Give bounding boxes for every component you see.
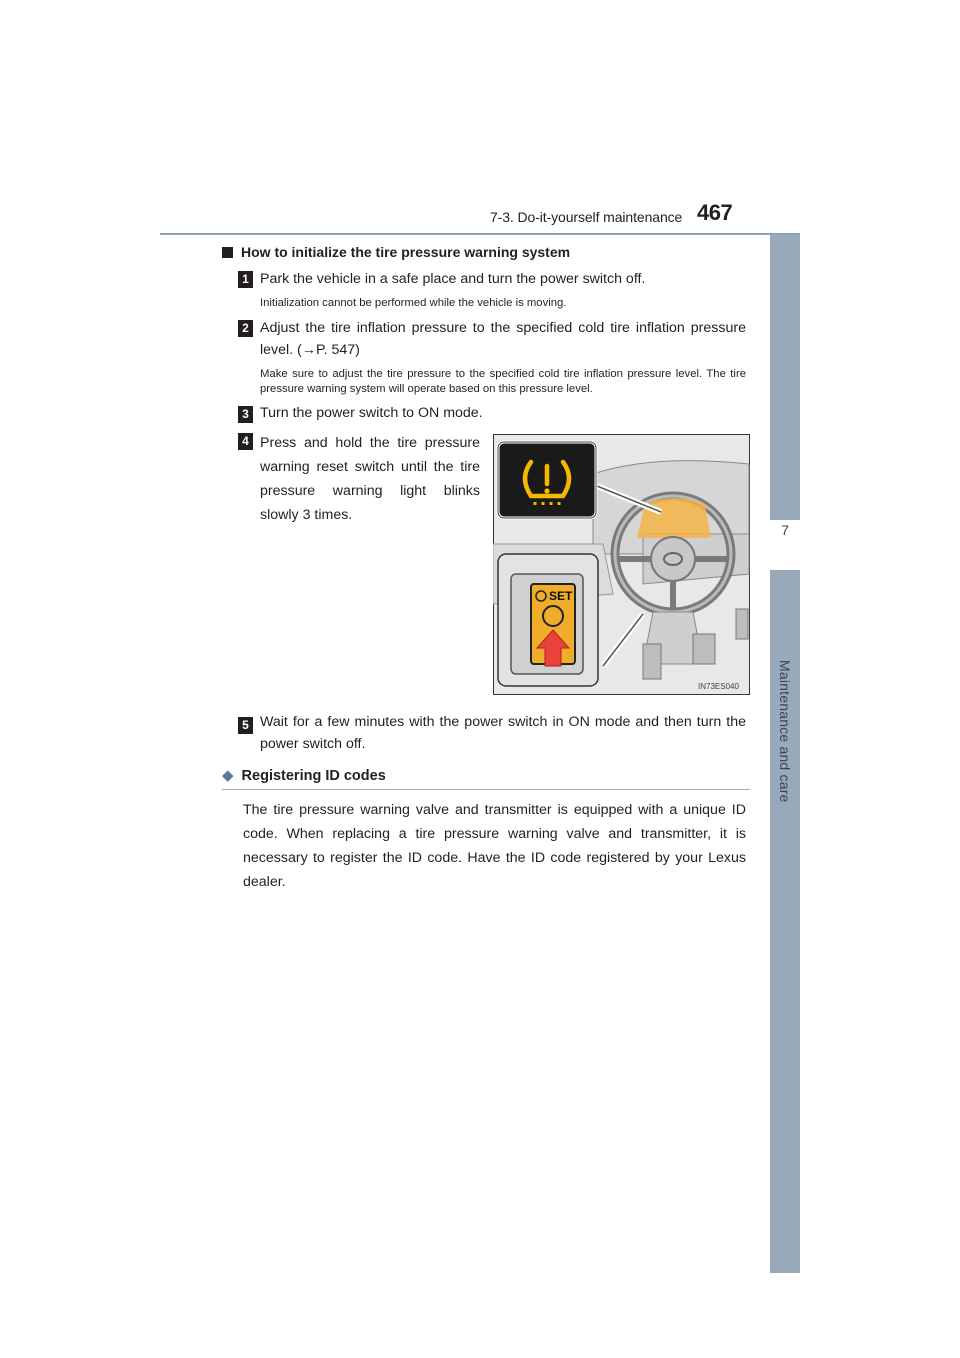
subsection-heading bbox=[222, 766, 386, 784]
running-header-section: 7-3. Do-it-yourself maintenance bbox=[490, 209, 683, 225]
step-text-5: Wait for a few minutes with the power switch in ON mode and then turn the power switch off. bbox=[260, 714, 746, 752]
chapter-title: Maintenance and care bbox=[777, 660, 793, 803]
step-text-4: Press and hold the tire pressure warning reset switch until the tire pressure warning light blinks slowly 3 times. bbox=[260, 435, 480, 523]
step-number-1: 1 bbox=[238, 271, 253, 288]
header-rule bbox=[160, 233, 800, 235]
step-note-1: Initialization cannot be performed while the vehicle is moving. bbox=[260, 297, 567, 309]
heading-square-icon bbox=[222, 247, 233, 258]
illustration-code: IN73ES040 bbox=[698, 682, 739, 691]
subsection-paragraph: The tire pressure warning valve and transmitter is equipped with a unique ID code. When replacing a tire pressure warning valve and transmitter, it is necessary to register the ID code. Have the ID code registered by your Lexus dealer. bbox=[243, 802, 746, 890]
subsection-rule bbox=[222, 789, 750, 790]
subsection-heading-text: Registering ID codes bbox=[241, 768, 386, 784]
chapter-number: 7 bbox=[781, 522, 789, 538]
section-heading-text: How to initialize the tire pressure warning system bbox=[241, 244, 571, 260]
step-number-4: 4 bbox=[238, 433, 253, 450]
tire-pressure-reset-illustration bbox=[493, 434, 750, 695]
step-note-2: Make sure to adjust the tire pressure to the specified cold tire inflation pressure level. The tire pressure warning system will operate based on this pressure level. bbox=[260, 368, 746, 395]
step-text-3: Turn the power switch to ON mode. bbox=[260, 405, 483, 421]
step-number-3: 3 bbox=[238, 406, 253, 423]
page-number: 467 bbox=[697, 200, 733, 225]
step-number-2: 2 bbox=[238, 320, 253, 337]
step-text-2: Adjust the tire inflation pressure to the specified cold tire inflation pressure level. (→P. 547) bbox=[260, 320, 746, 358]
step-text-1: Park the vehicle in a safe place and turn the power switch off. bbox=[260, 271, 646, 287]
diamond-icon: ◆ bbox=[222, 767, 234, 784]
step-number-5: 5 bbox=[238, 717, 253, 734]
section-heading bbox=[222, 244, 570, 260]
set-button-label: SET bbox=[549, 589, 573, 603]
